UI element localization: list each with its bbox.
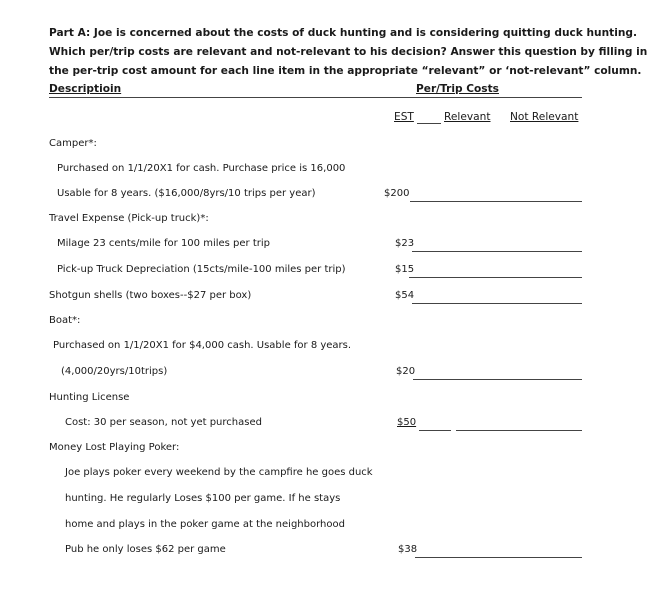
row-boat-purchase: Purchased on 1/1/20X1 for $4,000 cash. Usable for 8 years. (53, 340, 352, 351)
answer-line-camper[interactable] (410, 201, 582, 202)
row-poker-line-1: Joe plays poker every weekend by the campfire he goes duck (65, 467, 373, 478)
row-camper-usable: Usable for 8 years. ($16,000/8yrs/10 trips per year) (57, 188, 316, 199)
not-relevant-column-header: Not Relevant (510, 111, 579, 123)
description-header: Descriptioin (49, 83, 122, 95)
answer-line-license-relevant[interactable] (419, 430, 451, 431)
est-boat: $20 (396, 366, 416, 377)
est-camper: $200 (384, 188, 410, 199)
row-poker-heading: Money Lost Playing Poker: (49, 442, 180, 453)
instructions-line-3: the per-trip cost amount for each line item in the appropriate “relevant” or ‘not-relevant” column. (49, 65, 642, 77)
row-poker-line-3: home and plays in the poker game at the neighborhood (65, 519, 345, 530)
answer-line-poker[interactable] (415, 557, 582, 558)
instructions (49, 24, 648, 81)
answer-line-mileage[interactable] (412, 251, 582, 252)
header-divider (49, 97, 582, 98)
row-shotgun-shells: Shotgun shells (two boxes--$27 per box) (49, 290, 252, 301)
est-header-blank (417, 123, 441, 124)
instructions-line-2: Which per/trip costs are relevant and not-relevant to his decision? Answer this question by filling in (49, 46, 648, 58)
est-license: $50 (397, 417, 417, 428)
answer-line-license-not-relevant[interactable] (456, 430, 582, 431)
row-truck-depreciation: Pick-up Truck Depreciation (15cts/mile-100 miles per trip) (57, 264, 346, 275)
est-shotgun-shells: $54 (395, 290, 415, 301)
est-truck-depreciation: $15 (395, 264, 415, 275)
answer-line-truck-depreciation[interactable] (409, 277, 582, 278)
est-column-header: EST (394, 111, 414, 123)
row-travel-heading: Travel Expense (Pick-up truck)*: (49, 213, 209, 224)
row-poker-line-4: Pub he only loses $62 per game (65, 544, 226, 555)
row-mileage: Milage 23 cents/mile for 100 miles per trip (57, 238, 270, 249)
row-poker-line-2: hunting. He regularly Loses $100 per game. If he stays (65, 493, 341, 504)
instructions-line-1: Part A: Joe is concerned about the costs of duck hunting and is considering quitting duck hunting. (49, 27, 637, 39)
row-boat-calc: (4,000/20yrs/10trips) (61, 366, 168, 377)
per-trip-header: Per/Trip Costs (416, 83, 499, 95)
row-camper-heading: Camper*: (49, 138, 97, 149)
answer-line-shotgun-shells[interactable] (412, 303, 582, 304)
row-license-heading: Hunting License (49, 392, 130, 403)
answer-line-boat[interactable] (413, 379, 582, 380)
est-poker: $38 (398, 544, 418, 555)
row-camper-purchase: Purchased on 1/1/20X1 for cash. Purchase price is 16,000 (57, 163, 346, 174)
row-license-cost: Cost: 30 per season, not yet purchased (65, 417, 262, 428)
row-boat-heading: Boat*: (49, 315, 81, 326)
relevant-column-header: Relevant (444, 111, 491, 123)
est-mileage: $23 (395, 238, 415, 249)
